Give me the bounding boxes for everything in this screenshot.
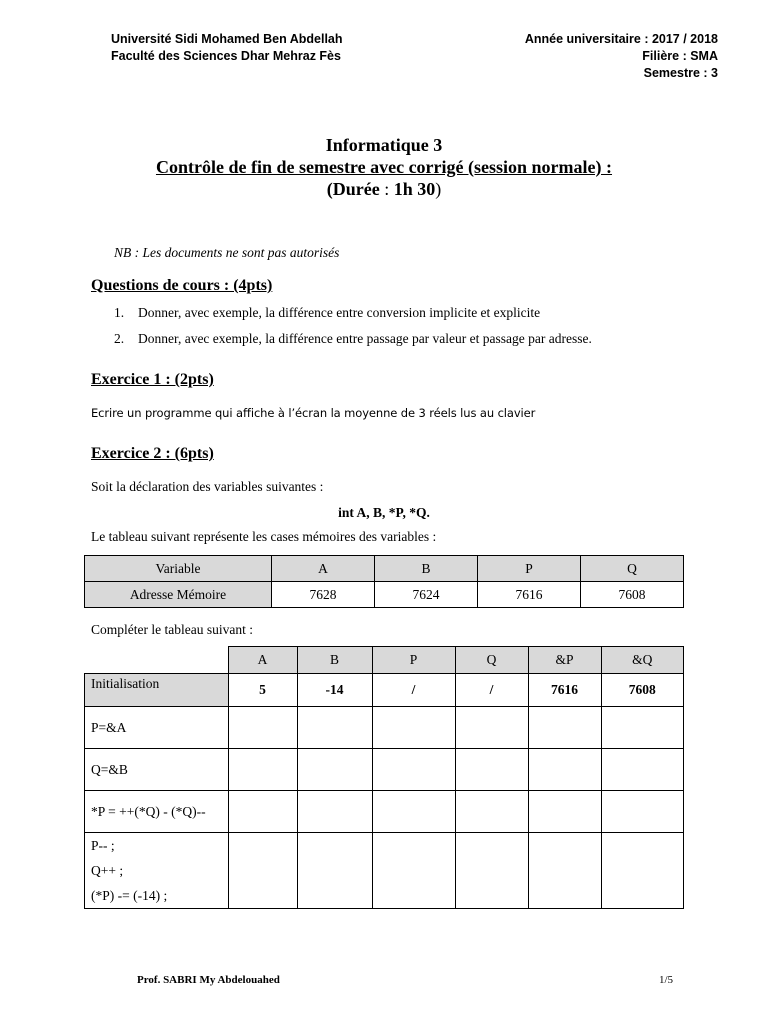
questions-list <box>114 300 592 352</box>
answer-cell <box>297 833 372 909</box>
duration-suffix: ) <box>435 179 442 199</box>
duration-sep: : <box>379 179 394 199</box>
complete-table-row <box>85 749 684 791</box>
question-item <box>114 300 592 326</box>
duration-prefix: (Durée <box>326 179 380 199</box>
questions-heading: Questions de cours : (4pts) <box>91 277 273 294</box>
complete-table-row <box>85 833 684 909</box>
row-label-line: P-- ; <box>91 838 115 853</box>
answer-cell <box>228 707 297 749</box>
question-number: 2. <box>114 331 125 346</box>
column-header: A <box>228 647 297 674</box>
column-header: B <box>297 647 372 674</box>
answer-cell <box>228 749 297 791</box>
answer-cell <box>528 707 601 749</box>
column-header: &P <box>528 647 601 674</box>
answer-cell <box>228 791 297 833</box>
filiere: Filière : SMA <box>642 49 718 63</box>
table-cell: / <box>372 674 455 707</box>
answer-cell <box>372 749 455 791</box>
answer-cell <box>528 791 601 833</box>
institution-header <box>111 31 343 65</box>
answer-cell <box>372 833 455 909</box>
answer-cell <box>228 833 297 909</box>
answer-cell <box>528 749 601 791</box>
question-text: Donner, avec exemple, la différence entre conversion implicite et explicite <box>138 305 541 320</box>
memory-table-cell: B <box>375 556 478 582</box>
course-title: Informatique 3 <box>325 135 443 155</box>
answer-cell <box>297 749 372 791</box>
answer-cell <box>601 791 684 833</box>
memory-table-cell: 7608 <box>581 582 684 608</box>
complete-table-label: Compléter le tableau suivant : <box>91 622 253 637</box>
nb-note: NB : Les documents ne sont pas autorisés <box>114 245 340 260</box>
row-label: *P = ++(*Q) - (*Q)-- <box>85 791 229 833</box>
complete-table-row <box>85 791 684 833</box>
table-cell: -14 <box>297 674 372 707</box>
exam-title: Contrôle de fin de semestre avec corrigé (session normale) : <box>155 157 613 177</box>
variable-declaration: int A, B, *P, *Q. <box>338 505 430 520</box>
exercise1-heading: Exercice 1 : (2pts) <box>91 371 214 388</box>
memory-table-cell: 7628 <box>272 582 375 608</box>
answer-cell <box>455 791 528 833</box>
duration <box>0 178 768 200</box>
memory-table-cell: Adresse Mémoire <box>85 582 272 608</box>
table-cell: 7608 <box>601 674 684 707</box>
row-label-line: (*P) -= (-14) ; <box>91 888 168 903</box>
column-header: &Q <box>601 647 684 674</box>
semestre: Semestre : 3 <box>643 66 718 80</box>
exercise1-text: Ecrire un programme qui affiche à l’écran la moyenne de 3 réels lus au clavier <box>91 406 536 420</box>
exam-title-block <box>0 134 768 200</box>
answer-cell <box>601 707 684 749</box>
empty-corner-cell <box>85 647 229 674</box>
memory-table <box>84 555 684 608</box>
row-label: Q=&B <box>85 749 229 791</box>
duration-value: 1h 30 <box>393 179 436 199</box>
row-label-line: Q++ ; <box>91 863 124 878</box>
complete-table-header-row <box>85 647 684 674</box>
exercise2-intro: Soit la déclaration des variables suivantes : <box>91 479 324 494</box>
row-label: P=&A <box>85 707 229 749</box>
complete-table <box>84 646 684 909</box>
answer-cell <box>455 749 528 791</box>
university-name: Université Sidi Mohamed Ben Abdellah <box>111 32 343 46</box>
memory-table-row <box>85 556 684 582</box>
question-number: 1. <box>114 305 125 320</box>
memory-table-cell: 7616 <box>478 582 581 608</box>
table-cell: 5 <box>228 674 297 707</box>
footer-author: Prof. SABRI My Abdelouahed <box>137 974 280 986</box>
answer-cell <box>601 833 684 909</box>
memory-table-row <box>85 582 684 608</box>
question-text: Donner, avec exemple, la différence entre passage par valeur et passage par adresse. <box>138 331 592 346</box>
answer-cell <box>601 749 684 791</box>
answer-cell <box>455 833 528 909</box>
column-header: Q <box>455 647 528 674</box>
answer-cell <box>372 707 455 749</box>
question-item <box>114 326 592 352</box>
answer-cell <box>455 707 528 749</box>
memory-table-cell: P <box>478 556 581 582</box>
academic-year: Année universitaire : 2017 / 2018 <box>524 32 718 46</box>
answer-cell <box>297 791 372 833</box>
answer-cell <box>372 791 455 833</box>
memory-table-cell: A <box>272 556 375 582</box>
faculty-name: Faculté des Sciences Dhar Mehraz Fès <box>111 49 341 63</box>
academic-info-header <box>525 31 718 82</box>
memory-table-cell: 7624 <box>375 582 478 608</box>
complete-table-row <box>85 674 684 707</box>
memory-table-cell: Q <box>581 556 684 582</box>
complete-table-row <box>85 707 684 749</box>
answer-cell <box>297 707 372 749</box>
memory-table-intro: Le tableau suivant représente les cases mémoires des variables : <box>91 529 437 544</box>
exercise2-heading: Exercice 2 : (6pts) <box>91 445 214 462</box>
row-label <box>85 833 229 909</box>
column-header: P <box>372 647 455 674</box>
table-cell: 7616 <box>528 674 601 707</box>
answer-cell <box>528 833 601 909</box>
table-cell: / <box>455 674 528 707</box>
memory-table-cell: Variable <box>85 556 272 582</box>
page-number: 1/5 <box>659 974 674 986</box>
row-label: Initialisation <box>85 674 229 707</box>
